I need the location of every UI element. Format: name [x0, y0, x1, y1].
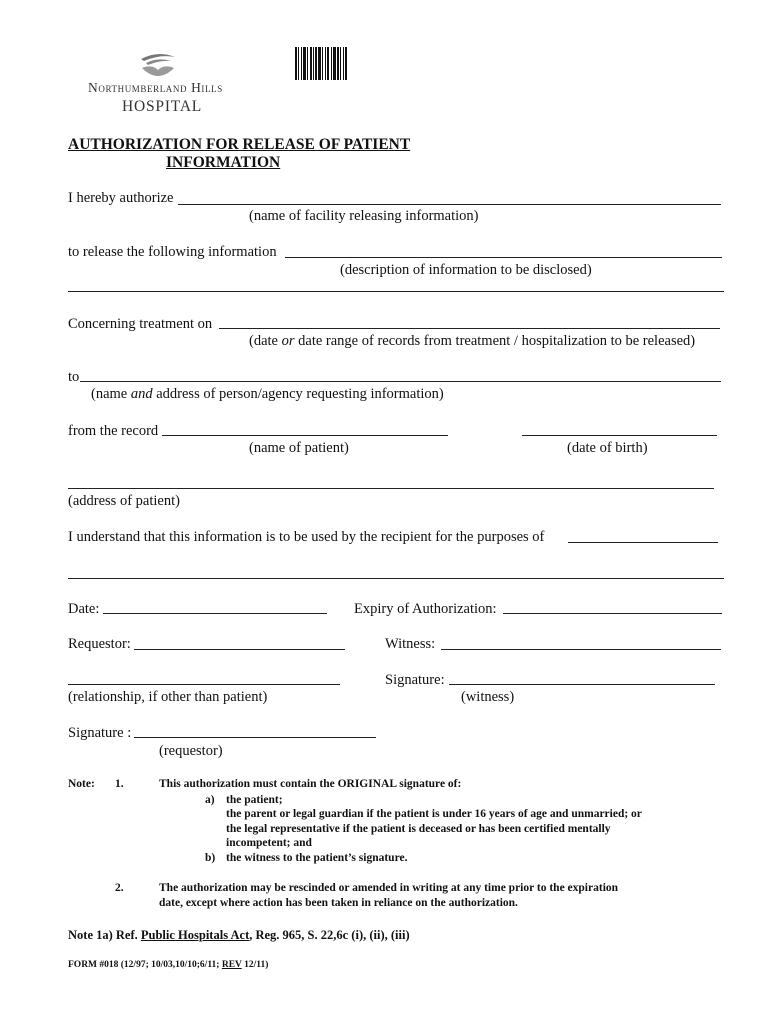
witness-field[interactable] — [441, 649, 721, 650]
to-field[interactable] — [80, 381, 721, 382]
barcode-bar — [327, 47, 329, 80]
patient-address-field[interactable] — [68, 488, 714, 489]
barcode-bar — [345, 47, 347, 80]
dob-caption: (date of birth) — [567, 440, 648, 456]
release-field[interactable] — [285, 257, 722, 258]
note1-number: 1. — [115, 778, 124, 790]
note1-b-text: the witness to the patient’s signature. — [226, 852, 408, 864]
note1-b-marker: b) — [205, 852, 216, 864]
note-reference-prefix: Note 1a) Ref. — [68, 928, 141, 942]
public-hospitals-act: Public Hospitals Act — [140, 928, 250, 942]
purpose-label: I understand that this information is to be used by the recipient for the purposes of — [68, 529, 545, 545]
logo-text-name: Northumberland Hills — [88, 80, 223, 95]
to-caption — [91, 387, 444, 402]
purpose-field-line2[interactable] — [68, 578, 724, 579]
relationship-caption: (relationship, if other than patient) — [68, 689, 268, 705]
patient-name-caption: (name of patient) — [249, 440, 349, 456]
barcode — [294, 47, 368, 80]
witness-label: Witness: — [385, 636, 436, 652]
patient-address-caption: (address of patient) — [68, 493, 180, 509]
barcode-bar — [295, 47, 297, 80]
requestor-label: Requestor: — [68, 636, 131, 652]
note-reference-suffix: , Reg. 965, S. 22,6c (i), (ii), (iii) — [249, 928, 410, 942]
barcode-bar — [337, 47, 339, 80]
authorize-label: I hereby authorize — [68, 190, 174, 206]
barcode-bar — [310, 47, 312, 80]
note2-line1: The authorization may be rescinded or amended in writing at any time prior to the expiration — [159, 882, 619, 894]
barcode-bar — [325, 47, 326, 80]
witness-signature-label: Signature: — [385, 672, 445, 688]
date-field[interactable] — [103, 613, 327, 614]
hospital-logo — [88, 50, 238, 116]
treatment-caption — [249, 334, 695, 349]
barcode-bar — [315, 47, 317, 80]
note1-text: This authorization must contain the ORIGINAL signature of: — [159, 778, 462, 790]
witness-caption: (witness) — [461, 689, 515, 705]
requestor-field[interactable] — [134, 649, 345, 650]
release-caption: (description of information to be disclosed) — [340, 262, 592, 278]
note1-a-line4: incompetent; and — [226, 837, 312, 849]
authorize-caption: (name of facility releasing information) — [249, 208, 479, 224]
note-label: Note: — [68, 778, 95, 790]
barcode-bar — [301, 47, 302, 80]
form-number — [68, 961, 268, 971]
form-number-prefix: FORM #018 (12/97; 10/03,10/10;6/11; — [68, 960, 222, 970]
release-field-line2[interactable] — [68, 291, 724, 292]
requestor-caption: (requestor) — [159, 743, 223, 759]
purpose-field[interactable] — [568, 542, 718, 543]
requestor-signature-label: Signature : — [68, 725, 132, 741]
patient-name-field[interactable] — [162, 435, 448, 436]
authorize-field[interactable] — [178, 204, 721, 205]
note1-a-line3: the legal representative if the patient is deceased or has been certified mentally — [226, 823, 611, 835]
expiry-field[interactable] — [503, 613, 722, 614]
form-number-suffix: 12/11) — [241, 960, 269, 970]
treatment-caption-part: (date — [249, 333, 282, 349]
form-title-line1: AUTHORIZATION FOR RELEASE OF PATIENT — [68, 136, 411, 153]
barcode-bar — [307, 47, 308, 80]
expiry-label: Expiry of Authorization: — [354, 601, 497, 617]
to-label: to — [68, 369, 80, 385]
treatment-caption-or: or — [281, 333, 295, 349]
barcode-bar — [298, 47, 299, 80]
dob-field[interactable] — [522, 435, 717, 436]
treatment-caption-part: date range of records from treatment / hospitalization to be released) — [294, 333, 696, 349]
note1-a-text: the patient; — [226, 794, 283, 806]
form-number-rev: REV — [221, 960, 242, 970]
barcode-bar — [343, 47, 344, 80]
note1-a-marker: a) — [205, 794, 215, 806]
barcode-bar — [333, 47, 336, 80]
barcode-bar — [318, 47, 321, 80]
note2-line2: date, except where action has been taken in reliance on the authorization. — [159, 897, 518, 909]
to-caption-and: and — [130, 386, 153, 402]
barcode-bar — [313, 47, 314, 80]
form-title-line2: INFORMATION — [166, 154, 281, 171]
note1-a-line2: the parent or legal guardian if the patient is under 16 years of age and unmarried; or — [226, 808, 642, 820]
record-label: from the record — [68, 423, 159, 439]
requestor-signature-field[interactable] — [134, 737, 376, 738]
hospital-logo-icon — [138, 50, 178, 78]
release-label: to release the following information — [68, 244, 277, 260]
barcode-bar — [303, 47, 306, 80]
logo-text-hospital: HOSPITAL — [122, 98, 203, 115]
relationship-field[interactable] — [68, 684, 340, 685]
note-reference — [68, 929, 410, 942]
barcode-bar — [322, 47, 323, 80]
to-caption-part: address of person/agency requesting information) — [152, 386, 444, 402]
treatment-label: Concerning treatment on — [68, 316, 213, 332]
barcode-bar — [331, 47, 332, 80]
date-label: Date: — [68, 601, 100, 617]
to-caption-part: (name — [91, 386, 131, 402]
treatment-field[interactable] — [219, 328, 720, 329]
barcode-bar — [340, 47, 341, 80]
note2-number: 2. — [115, 882, 124, 894]
witness-signature-field[interactable] — [449, 684, 715, 685]
